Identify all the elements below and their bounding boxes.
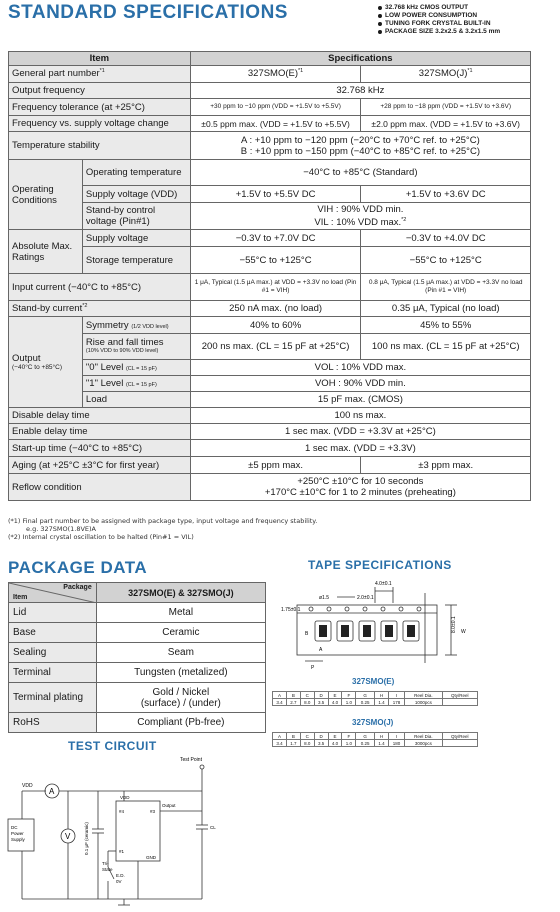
dim-col: Reel Dia. bbox=[405, 692, 442, 699]
cell: Seam bbox=[96, 643, 265, 663]
row-label: Supply voltage bbox=[82, 230, 190, 247]
dim-cell: 3.4 bbox=[273, 699, 287, 706]
dim-cell: 1.0 bbox=[342, 740, 356, 747]
row-label: Load bbox=[82, 392, 190, 408]
dim-col: Qty/Reel bbox=[442, 692, 477, 699]
row-label: Frequency tolerance (at +25°C) bbox=[9, 99, 191, 116]
dim-col: B bbox=[286, 733, 300, 740]
cell: Compliant (Pb-free) bbox=[96, 713, 265, 733]
tape-label: ø1.5 bbox=[319, 595, 330, 601]
cell: +28 ppm to −18 ppm (VDD = +1.5V to +3.6V) bbox=[361, 99, 531, 116]
dim-cell: 3.4 bbox=[273, 740, 287, 747]
circuit-label: Test Point bbox=[180, 757, 202, 763]
feature-list bbox=[378, 4, 500, 36]
dim-col: C bbox=[300, 733, 314, 740]
cell: 32.768 kHz bbox=[190, 83, 530, 99]
circuit-label: #3 bbox=[150, 809, 156, 814]
cell: Tungsten (metalized) bbox=[96, 663, 265, 683]
feature-item: LOW POWER CONSUMPTION bbox=[378, 12, 500, 20]
footnotes bbox=[8, 517, 317, 541]
circuit-label: 0V bbox=[116, 879, 122, 884]
dim-cell bbox=[442, 740, 477, 747]
row-label: Stand-by control voltage (Pin#1) bbox=[82, 203, 190, 230]
circuit-label: Power bbox=[11, 831, 24, 836]
dim-col: D bbox=[314, 692, 328, 699]
row-label: Reflow condition bbox=[9, 474, 191, 501]
circuit-label: VDD bbox=[22, 783, 33, 789]
dim-cell: 8.0 bbox=[300, 699, 314, 706]
group-label: Output (−40°C to +85°C) bbox=[9, 317, 83, 408]
cell: +1.5V to +3.6V DC bbox=[361, 186, 531, 203]
dim-col: B bbox=[286, 692, 300, 699]
cell: 1 μA, Typical (1.5 μA max.) at VDD = +3.3V no load (Pin #1 = VIH) bbox=[190, 274, 361, 301]
dim-table-e bbox=[272, 691, 478, 706]
dim-cell: 1.4 bbox=[375, 699, 389, 706]
circuit-label: GND bbox=[146, 855, 156, 860]
cell: 100 ns max. (CL = 15 pF at +25°C) bbox=[361, 334, 531, 360]
cell: $327SMO(E)^{*1}$ bbox=[190, 66, 361, 83]
dim-cell: 1000pcs bbox=[405, 699, 442, 706]
tape-label: 4.0±0.1 bbox=[375, 581, 392, 587]
dim-col: A bbox=[273, 692, 287, 699]
cell: Metal bbox=[96, 603, 265, 623]
footnote: e.g. 327SMO(1.8VE)A bbox=[26, 525, 96, 533]
dim-col: G bbox=[356, 733, 375, 740]
cell: +1.5V to +5.5V DC bbox=[190, 186, 361, 203]
circuit-label: Tri- bbox=[102, 861, 109, 866]
cell: $327SMO(J)^{*1}$ bbox=[361, 66, 531, 83]
dim-title-e: 327SMO(E) bbox=[352, 677, 395, 686]
dim-title-j: 327SMO(J) bbox=[352, 718, 394, 727]
row-label: Temperature stability bbox=[9, 132, 191, 160]
tape-label: 8.0±0.1 bbox=[451, 616, 457, 633]
cell: −0.3V to +4.0V DC bbox=[361, 230, 531, 247]
circuit-label: Output bbox=[162, 803, 176, 808]
tape-label: W bbox=[461, 629, 466, 635]
circuit-label: CL bbox=[210, 825, 216, 830]
circuit-label: V bbox=[65, 832, 71, 841]
dim-col: I bbox=[388, 733, 404, 740]
dim-col: C bbox=[300, 692, 314, 699]
cell: A : +10 ppm to −120 ppm (−20°C to +70°C ref. to +25°C) B : +10 ppm to −150 ppm (−40°C to +85°C ref. to +25°C) bbox=[190, 132, 530, 160]
row-label: Start-up time (−40°C to +85°C) bbox=[9, 440, 191, 457]
tape-label: 1.75±0.1 bbox=[281, 607, 301, 613]
dim-col: F bbox=[342, 692, 356, 699]
dim-col: D bbox=[314, 733, 328, 740]
dim-cell: 1.0 bbox=[342, 699, 356, 706]
dim-col: G bbox=[356, 692, 375, 699]
cell: ±5 ppm max. bbox=[190, 457, 361, 474]
dim-col: I bbox=[388, 692, 404, 699]
cell: Gold / Nickel (surface) / (under) bbox=[96, 683, 265, 713]
cell: 45% to 55% bbox=[361, 317, 531, 334]
dim-col: F bbox=[342, 733, 356, 740]
row-label: Aging (at +25°C ±3°C for first year) bbox=[9, 457, 191, 474]
row-label: Stand-by current$^{*2}$ bbox=[9, 301, 191, 317]
dim-cell: 0.25 bbox=[356, 699, 375, 706]
row-label: Storage temperature bbox=[82, 247, 190, 274]
dim-cell: 4.0 bbox=[328, 699, 342, 706]
row-label: Frequency vs. supply voltage change bbox=[9, 116, 191, 132]
circuit-label: A bbox=[49, 787, 55, 796]
dim-cell: 3.5 bbox=[314, 699, 328, 706]
group-label: Operating Conditions bbox=[9, 160, 83, 230]
cell: 100 ns max. bbox=[190, 408, 530, 424]
feature-item: 32.768 kHz CMOS OUTPUT bbox=[378, 4, 500, 12]
cell: 1 sec max. (VDD = +3.3V) bbox=[190, 440, 530, 457]
cell: 250 nA max. (no load) bbox=[190, 301, 361, 317]
cell: 15 pF max. (CMOS) bbox=[190, 392, 530, 408]
dim-cell: 180 bbox=[388, 740, 404, 747]
cell: VOL : 10% VDD max. bbox=[190, 360, 530, 376]
tape-label: 2.0±0.1 bbox=[357, 595, 374, 601]
feature-item: TUNING FORK CRYSTAL BUILT-IN bbox=[378, 20, 500, 28]
col-header-spec: Specifications bbox=[190, 52, 530, 66]
cell: +30 ppm to −10 ppm (VDD = +1.5V to +5.5V) bbox=[190, 99, 361, 116]
cell: 40% to 60% bbox=[190, 317, 361, 334]
cell: VIH : 90% VDD min. VIL : 10% VDD max.$^{*2}$ bbox=[190, 203, 530, 230]
test-circuit-diagram bbox=[6, 755, 266, 909]
circuit-label: DC bbox=[11, 825, 18, 830]
circuit-label: E.D. bbox=[116, 873, 125, 878]
row-label: Disable delay time bbox=[9, 408, 191, 424]
row-label: Rise and fall times (10% VDD to 90% VDD level) bbox=[82, 334, 190, 360]
row-label: Output frequency bbox=[9, 83, 191, 99]
cell: VOH : 90% VDD min. bbox=[190, 376, 530, 392]
package-header-value: 327SMO(E) & 327SMO(J) bbox=[96, 583, 265, 603]
package-table bbox=[8, 582, 266, 733]
circuit-label: State bbox=[102, 867, 113, 872]
dim-cell bbox=[442, 699, 477, 706]
tape-label: P bbox=[311, 665, 315, 671]
row-label: Sealing bbox=[9, 643, 97, 663]
cell: −55°C to +125°C bbox=[361, 247, 531, 274]
row-label: Supply voltage (VDD) bbox=[82, 186, 190, 203]
dim-cell: 2.7 bbox=[286, 699, 300, 706]
cell: −40°C to +85°C (Standard) bbox=[190, 160, 530, 186]
cell: 0.8 μA, Typical (1.5 μA max.) at VDD = +3.3V no load (Pin #1 = VIH) bbox=[361, 274, 531, 301]
row-label: Base bbox=[9, 623, 97, 643]
row-label: Terminal plating bbox=[9, 683, 97, 713]
dim-cell: 1.4 bbox=[375, 740, 389, 747]
tape-label: B bbox=[305, 631, 309, 637]
circuit-label: Supply bbox=[11, 837, 25, 842]
dim-cell: 3.5 bbox=[314, 740, 328, 747]
cell: −0.3V to +7.0V DC bbox=[190, 230, 361, 247]
row-label: Input current (−40°C to +85°C) bbox=[9, 274, 191, 301]
row-label: Symmetry (1/2 VDD level) bbox=[82, 317, 190, 334]
cell: −55°C to +125°C bbox=[190, 247, 361, 274]
row-label: RoHS bbox=[9, 713, 97, 733]
cell: 0.35 μA, Typical (no load) bbox=[361, 301, 531, 317]
dim-col: H bbox=[375, 692, 389, 699]
tape-title: TAPE SPECIFICATIONS bbox=[308, 558, 452, 572]
col-header-item: Item bbox=[9, 52, 191, 66]
dim-col: Qty/Reel bbox=[442, 733, 477, 740]
spec-table bbox=[8, 51, 531, 501]
page-title: STANDARD SPECIFICATIONS bbox=[8, 2, 288, 23]
feature-item: PACKAGE SIZE 3.2x2.5 & 3.2x1.5 mm bbox=[378, 28, 500, 36]
dim-cell: 0.25 bbox=[356, 740, 375, 747]
cell: +250°C ±10°C for 10 seconds +170°C ±10°C for 1 to 2 minutes (preheating) bbox=[190, 474, 530, 501]
row-label: Lid bbox=[9, 603, 97, 623]
package-title: PACKAGE DATA bbox=[8, 558, 148, 577]
row-label: "0" Level (CL = 15 pF) bbox=[82, 360, 190, 376]
circuit-label: #1 bbox=[119, 849, 125, 854]
footnote: (*1) Final part number to be assigned with package type, input voltage and frequency stability. bbox=[8, 517, 318, 525]
tape-label: A bbox=[319, 647, 323, 653]
test-circuit-title: TEST CIRCUIT bbox=[68, 739, 157, 753]
cell: 200 ns max. (CL = 15 pF at +25°C) bbox=[190, 334, 361, 360]
row-label: Operating temperature bbox=[82, 160, 190, 186]
dim-cell: 3000pcs bbox=[405, 740, 442, 747]
dim-col: E bbox=[328, 733, 342, 740]
row-label: General part number$^{*1}$ bbox=[9, 66, 191, 83]
cell: ±0.5 ppm max. (VDD = +1.5V to +5.5V) bbox=[190, 116, 361, 132]
cell: ±3 ppm max. bbox=[361, 457, 531, 474]
row-label: "1" Level (CL = 15 pF) bbox=[82, 376, 190, 392]
cell: 1 sec max. (VDD = +3.3V at +25°C) bbox=[190, 424, 530, 440]
dim-col: H bbox=[375, 733, 389, 740]
dim-col: A bbox=[273, 733, 287, 740]
dim-cell: 1.7 bbox=[286, 740, 300, 747]
group-label: Absolute Max. Ratings bbox=[9, 230, 83, 274]
cell: ±2.0 ppm max. (VDD = +1.5V to +3.6V) bbox=[361, 116, 531, 132]
dim-table-j bbox=[272, 732, 478, 747]
dim-col: E bbox=[328, 692, 342, 699]
circuit-label: #4 bbox=[119, 809, 125, 814]
circuit-label: VDD bbox=[120, 795, 130, 800]
tape-drawing bbox=[275, 575, 475, 673]
row-label: Enable delay time bbox=[9, 424, 191, 440]
package-header-corner: Package Item bbox=[9, 583, 97, 603]
footnote: (*2) Internal crystal oscillation to be halted (Pin#1 = VIL) bbox=[8, 533, 194, 541]
cell: Ceramic bbox=[96, 623, 265, 643]
dim-col: Reel Dia. bbox=[405, 733, 442, 740]
row-label: Terminal bbox=[9, 663, 97, 683]
circuit-label: 0.1 μF (ceramic) bbox=[84, 822, 89, 855]
dim-cell: 8.0 bbox=[300, 740, 314, 747]
dim-cell: 178 bbox=[388, 699, 404, 706]
dim-cell: 4.0 bbox=[328, 740, 342, 747]
